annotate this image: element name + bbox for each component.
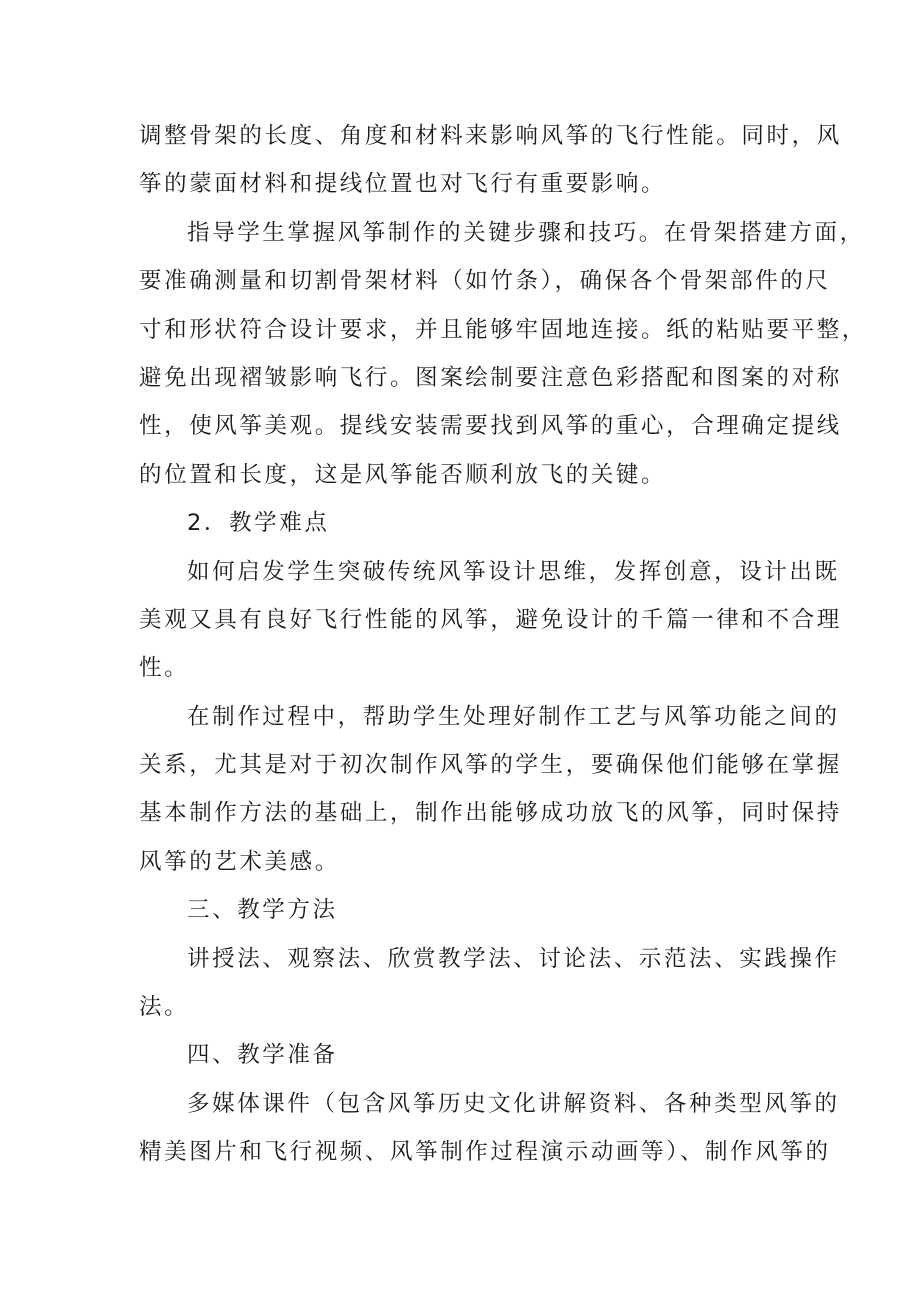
text-line: 寸和形状符合设计要求，并且能够牢固地连接。纸的粘贴要平整， bbox=[139, 316, 867, 343]
text-line: 筝的蒙面材料和提线位置也对飞行有重要影响。 bbox=[139, 171, 667, 198]
text-line: 精美图片和飞行视频、风筝制作过程演示动画等）、制作风筝的 bbox=[139, 1139, 831, 1166]
paragraph-first-line: 多媒体课件（包含风筝历史文化讲解资料、各种类型风筝的 bbox=[187, 1090, 840, 1117]
document-body bbox=[139, 112, 867, 1177]
text-line: 要准确测量和切割骨架材料（如竹条），确保各个骨架部件的尺 bbox=[139, 268, 831, 295]
paragraph-first-line: 如何启发学生突破传统风筝设计思维，发挥创意，设计出既 bbox=[187, 558, 840, 585]
text-line: 性，使风筝美观。提线安装需要找到风筝的重心，合理确定提线 bbox=[139, 413, 842, 440]
text-line: 避免出现褶皱影响飞行。图案绘制要注意色彩搭配和图案的对称 bbox=[139, 364, 842, 391]
paragraph-first-line: 讲授法、观察法、欣赏教学法、讨论法、示范法、实践操作 bbox=[187, 945, 840, 972]
text-line: 基本制作方法的基础上，制作出能够成功放飞的风筝，同时保持 bbox=[139, 800, 842, 827]
section-heading: 四、教学准备 bbox=[187, 1042, 338, 1069]
text-line: 调整骨架的长度、角度和材料来影响风筝的飞行性能。同时，风 bbox=[139, 123, 842, 149]
section-heading: 2．教学难点 bbox=[187, 510, 330, 537]
text-line: 风筝的艺术美感。 bbox=[139, 848, 340, 875]
paragraph-first-line: 指导学生掌握风筝制作的关键步骤和技巧。在骨架搭建方面， bbox=[187, 219, 865, 246]
text-line: 性。 bbox=[139, 655, 190, 682]
section-heading: 三、教学方法 bbox=[187, 897, 338, 924]
text-line: 美观又具有良好飞行性能的风筝，避免设计的千篇一律和不合理 bbox=[139, 606, 842, 633]
paragraph-first-line: 在制作过程中，帮助学生处理好制作工艺与风筝功能之间的 bbox=[187, 703, 840, 730]
text-line: 关系，尤其是对于初次制作风筝的学生，要确保他们能够在掌握 bbox=[139, 752, 842, 779]
text-line: 的位置和长度，这是风筝能否顺利放飞的关键。 bbox=[139, 461, 667, 488]
text-line: 法。 bbox=[139, 994, 190, 1021]
